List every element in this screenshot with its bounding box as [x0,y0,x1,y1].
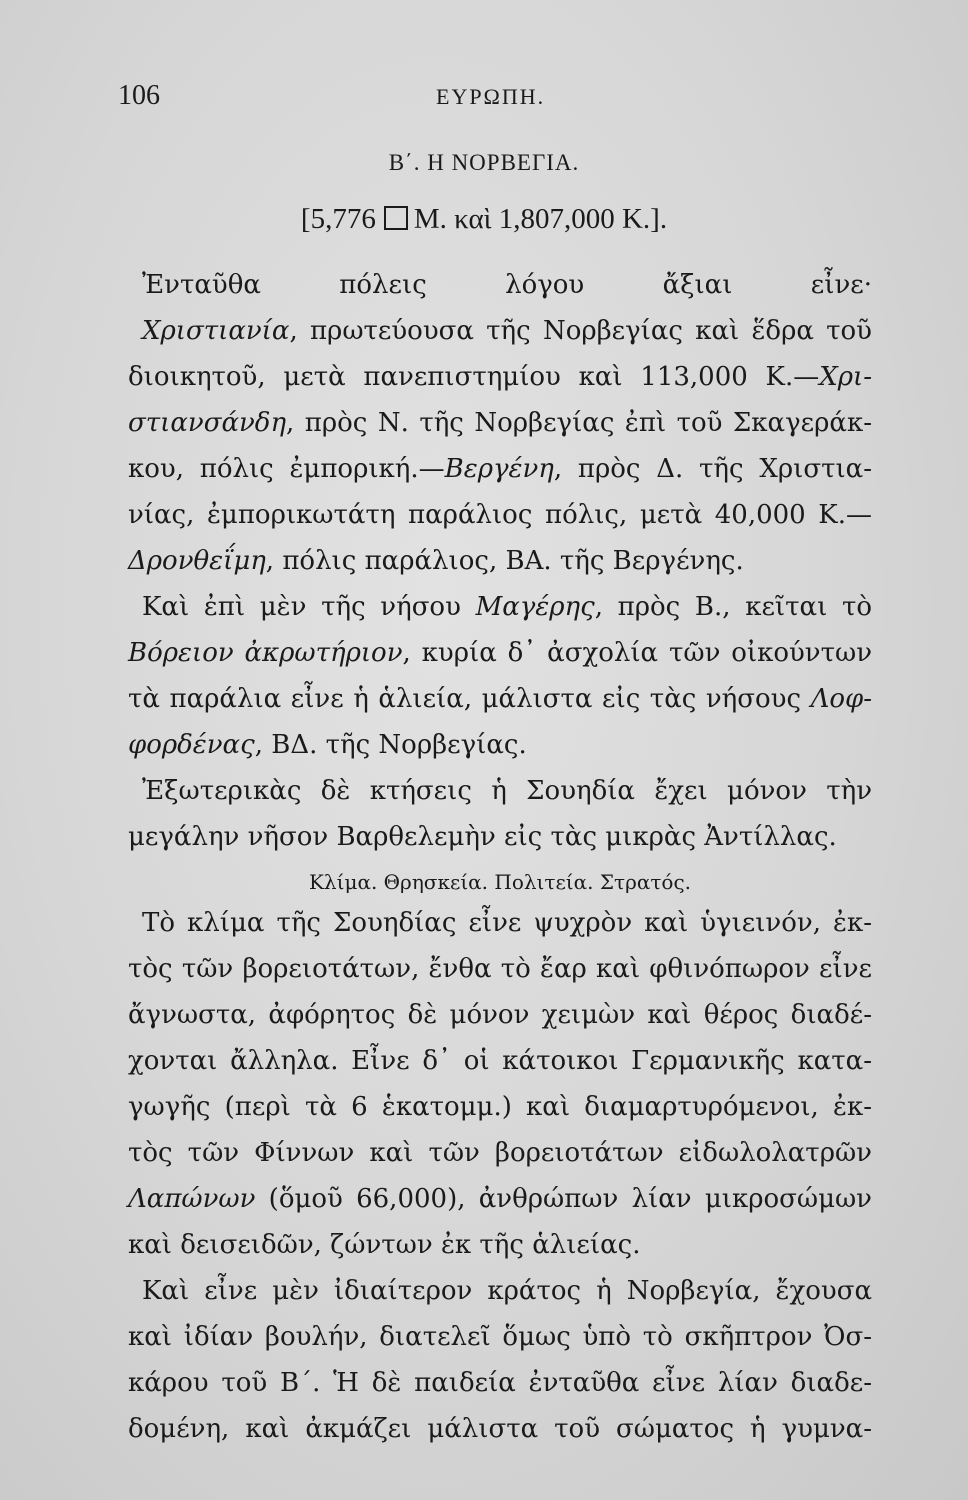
place-name: στιανσάνδη [128,408,287,438]
text-line: Δρονθεΐμη, πόλις παράλιος, ΒΑ. τῆς Βεργένης. [128,546,744,576]
place-name: Χριστιανία [142,316,290,346]
place-name: Βεργένη [444,454,554,484]
text-line: κάρου τοῦ Β΄. Ἡ δὲ παιδεία ἐνταῦθα εἶνε λίαν διαδε- [128,1368,872,1398]
place-name: Μαγέρης [475,592,595,622]
area-value: [5,776 [300,203,376,235]
place-name: Βόρειον ἀκρωτήριον [128,638,403,668]
text-line: ἄγνωστα, ἀφόρητος δὲ μόνον χειμὼν καὶ θέρος διαδέ- [128,1000,872,1030]
text-line: χονται ἄλληλα. Εἶνε δ᾽ οἱ κάτοικοι Γερμανικῆς κατα- [128,1046,872,1076]
text-line: μεγάλην νῆσον Βαρθελεμὴν εἰς τὰς μικρὰς Ἀντίλλας. [128,822,837,852]
text-line: τὸς τῶν βορειοτάτων, ἔνθα τὸ ἔαρ καὶ φθινόπωρον εἶνε [128,954,872,984]
text-line: διοικητοῦ, μετὰ πανεπιστημίου καὶ 113,000 Κ.—Χρι- [128,362,872,392]
text-line: δομένη, καὶ ἀκμάζει μάλιστα τοῦ σώματος ἡ γυμνα- [128,1414,872,1444]
place-name: φορδένας [128,730,255,760]
unit-population-value: Μ. καὶ 1,807,000 Κ.]. [413,203,668,235]
area-population-stats [0,203,968,236]
text-line: τὸς τῶν Φίννων καὶ τῶν βορειοτάτων εἰδωλολατρῶν [128,1138,872,1168]
place-name: Δρονθεΐμη [128,546,266,576]
text-line: καὶ δεισειδῶν, ζώντων ἐκ τῆς ἁλιείας. [128,1230,641,1260]
place-name: Λοφ- [810,684,872,714]
text-line: Βόρειον ἀκρωτήριον, κυρία δ᾽ ἀσχολία τῶν οἰκούντων [128,638,872,668]
text-line: Ἐνταῦθα πόλεις λόγου ἄξιαι εἶνε· [142,270,872,300]
body-text [128,262,872,1452]
text-line: καὶ ἰδίαν βουλήν, διατελεῖ ὅμως ὑπὸ τὸ σκῆπτρον Ὀσ- [128,1322,872,1352]
text-line: κου, πόλις ἐμπορική.—Βεργένη, πρὸς Δ. τῆς Χριστια- [128,454,872,484]
running-head [118,80,878,116]
place-name: Χρι- [819,362,872,392]
text-line: Χριστιανία, πρωτεύουσα τῆς Νορβεγίας καὶ ἕδρα τοῦ [142,316,872,346]
text-line: τὰ παράλια εἶνε ἡ ἁλιεία, μάλιστα εἰς τὰς νήσους Λοφ- [128,684,872,714]
square-unit-icon [384,206,408,230]
text-line: στιανσάνδη, πρὸς Ν. τῆς Νορβεγίας ἐπὶ τοῦ Σκαγεράκ- [128,408,872,438]
text-line: Ἐξωτερικὰς δὲ κτήσεις ἡ Σουηδία ἔχει μόνον τὴν [142,776,872,806]
text-line: Καὶ εἶνε μὲν ἰδιαίτερον κράτος ἡ Νορβεγία, ἔχουσα [142,1276,872,1306]
running-title: ΕΥΡΩΠΗ. [436,84,546,109]
text-line: γωγῆς (περὶ τὰ 6 ἑκατομμ.) καὶ διαμαρτυρόμενοι, ἐκ- [128,1092,872,1122]
page-number: 106 [118,80,160,111]
place-name: Λαπώνων [128,1184,256,1214]
text-line: Λαπώνων (ὅμοῦ 66,000), ἀνθρώπων λίαν μικροσώμων [128,1184,872,1214]
text-line: φορδένας, ΒΔ. τῆς Νορβεγίας. [128,730,527,760]
section-title: Β΄. Η ΝΟΡΒΕΓΙΑ. [388,150,580,175]
subsection-heading: Κλίμα. Θρησκεία. Πολιτεία. Στρατός. [308,870,691,894]
text-line: Καὶ ἐπὶ μὲν τῆς νήσου Μαγέρης, πρὸς Β., κεῖται τὸ [142,592,872,622]
text-line: Τὸ κλίμα τῆς Σουηδίας εἶνε ψυχρὸν καὶ ὑγιεινόν, ἐκ- [142,908,872,938]
text-line: νίας, ἐμπορικωτάτη παράλιος πόλις, μετὰ 40,000 Κ.— [128,500,872,530]
